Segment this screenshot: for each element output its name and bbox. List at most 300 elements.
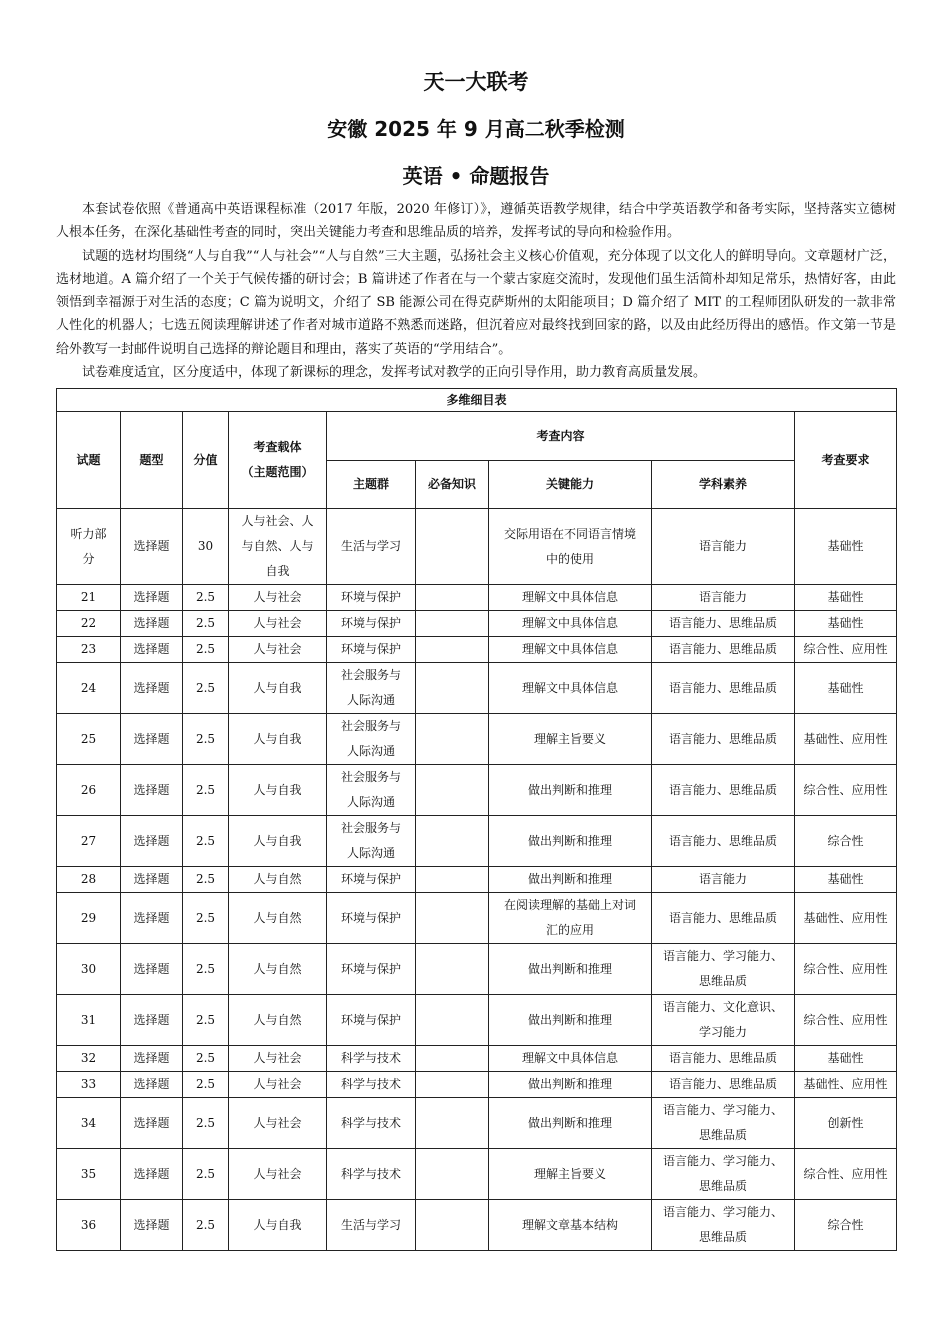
cell-knowledge [416, 816, 489, 867]
cell-line: 分 [82, 551, 95, 566]
cell-ability [489, 1149, 652, 1200]
cell-line: 环境与保护 [340, 642, 401, 657]
cell-line: 做出判断和推理 [527, 1012, 612, 1027]
cell-line: 语言能力、思维品质 [668, 731, 777, 746]
cell-line: 2.5 [195, 1166, 216, 1181]
cell-line: 社会服务与 [340, 821, 401, 836]
cell-line: 人与社会 [253, 1115, 302, 1130]
cell-literacy [652, 663, 795, 714]
cell-line: 语言能力、思维品质 [668, 910, 777, 925]
cell-requirement [795, 867, 897, 893]
table-row [57, 1200, 897, 1251]
cell-line: 选择题 [133, 616, 170, 631]
header-requirement: 考查要求 [795, 412, 897, 509]
cell-line: 科学与技术 [340, 1115, 401, 1130]
cell-type [121, 714, 183, 765]
cell-ability [489, 1046, 652, 1072]
header-score: 分值 [183, 412, 229, 509]
cell-group [327, 585, 416, 611]
cell-knowledge [416, 765, 489, 816]
table-row [57, 611, 897, 637]
cell-score [183, 714, 229, 765]
table-row [57, 585, 897, 611]
cell-literacy [652, 1072, 795, 1098]
cell-line: 人与社会 [253, 1166, 302, 1181]
cell-line: 人与自我 [253, 782, 302, 797]
cell-line: 人际沟通 [346, 846, 395, 861]
cell-type [121, 765, 183, 816]
cell-score [183, 1072, 229, 1098]
cell-line: 语言能力、思维品质 [668, 680, 777, 695]
cell-line: 选择题 [133, 782, 170, 797]
cell-line: 2.5 [195, 1115, 216, 1130]
cell-score: 30 [183, 509, 229, 585]
cell-item [57, 1200, 121, 1251]
cell-line: 基础性、应用性 [803, 910, 888, 925]
cell-line: 环境与保护 [340, 616, 401, 631]
cell-line: 语言能力、文化意识、 [662, 1000, 783, 1015]
cell-line: 人与自我 [253, 833, 302, 848]
cell-group [327, 765, 416, 816]
cell-carrier [229, 637, 327, 663]
cell-line: 人与社会 [253, 616, 302, 631]
header-carrier-label: 考查载体 [253, 440, 302, 455]
cell-line: 在阅读理解的基础上对词 [503, 898, 636, 913]
cell-literacy [652, 867, 795, 893]
cell-score [183, 1149, 229, 1200]
cell-line: 思维品质 [698, 1230, 747, 1245]
cell-line: 23 [80, 642, 97, 657]
cell-line: 22 [80, 616, 97, 631]
cell-item [57, 893, 121, 944]
cell-line: 创新性 [827, 1115, 864, 1130]
cell-line: 选择题 [133, 910, 170, 925]
cell-carrier [229, 893, 327, 944]
cell-item [57, 867, 121, 893]
cell-line: 2.5 [195, 616, 216, 631]
cell-line: 人与自然 [253, 961, 302, 976]
cell-carrier [229, 1046, 327, 1072]
cell-knowledge [416, 893, 489, 944]
cell-line: 语言能力 [698, 590, 747, 605]
cell-line: 28 [80, 872, 97, 887]
cell-type [121, 1072, 183, 1098]
header-carrier-sub: （主题范围） [241, 465, 314, 480]
cell-line: 交际用语在不同语言情境 [503, 526, 636, 541]
cell-group [327, 663, 416, 714]
cell-literacy: 语言能力 [652, 509, 795, 585]
cell-line: 理解文章基本结构 [521, 1217, 618, 1232]
cell-line: 选择题 [133, 590, 170, 605]
cell-literacy [652, 765, 795, 816]
cell-carrier [229, 944, 327, 995]
cell-line: 语言能力、学习能力、 [662, 949, 783, 964]
cell-knowledge [416, 867, 489, 893]
cell-requirement [795, 816, 897, 867]
cell-literacy [652, 1046, 795, 1072]
cell-knowledge [416, 1200, 489, 1251]
cell-knowledge [416, 1072, 489, 1098]
cell-line: 2.5 [195, 590, 216, 605]
cell-requirement [795, 611, 897, 637]
cell-line: 与自然、人与 [241, 539, 314, 554]
cell-line: 做出判断和推理 [527, 833, 612, 848]
cell-item [57, 1072, 121, 1098]
cell-group [327, 893, 416, 944]
cell-line: 24 [80, 680, 97, 695]
header-theme-group: 主题群 [327, 461, 416, 509]
cell-item [57, 714, 121, 765]
cell-knowledge [416, 995, 489, 1046]
cell-line: 基础性 [827, 680, 864, 695]
table-row [57, 995, 897, 1046]
cell-line: 综合性、应用性 [803, 1012, 888, 1027]
cell-line: 2.5 [195, 833, 216, 848]
cell-line: 30 [80, 961, 97, 976]
cell-type [121, 1046, 183, 1072]
cell-score [183, 816, 229, 867]
cell-ability [489, 995, 652, 1046]
cell-line: 综合性 [827, 833, 864, 848]
cell-carrier [229, 1149, 327, 1200]
cell-line: 人际沟通 [346, 795, 395, 810]
cell-line: 环境与保护 [340, 961, 401, 976]
cell-line: 基础性 [827, 616, 864, 631]
cell-requirement [795, 944, 897, 995]
cell-item [57, 995, 121, 1046]
cell-requirement [795, 714, 897, 765]
cell-carrier [229, 995, 327, 1046]
cell-literacy [652, 1149, 795, 1200]
cell-score [183, 663, 229, 714]
cell-score [183, 637, 229, 663]
cell-ability [489, 611, 652, 637]
cell-line: 做出判断和推理 [527, 872, 612, 887]
cell-line: 人与自我 [253, 1217, 302, 1232]
cell-line: 基础性、应用性 [803, 1077, 888, 1092]
cell-group [327, 1046, 416, 1072]
cell-literacy [652, 995, 795, 1046]
cell-item [57, 611, 121, 637]
table-row [57, 1149, 897, 1200]
cell-literacy [652, 816, 795, 867]
cell-ability [489, 1098, 652, 1149]
table-row [57, 816, 897, 867]
cell-group [327, 714, 416, 765]
cell-line: 做出判断和推理 [527, 1115, 612, 1130]
cell-line: 选择题 [133, 1051, 170, 1066]
cell-ability [489, 714, 652, 765]
intro-paragraph-1: 本套试卷依照《普通高中英语课程标准（2017 年版，2020 年修订）》，遵循英语教学规律，结合中学英语教学和备考实际，坚持落实立德树人根本任务，在深化基础性考查的同时，突出关键能力考查和思维品质的培养，发挥考试的导向和检验作用。 [56, 202, 896, 241]
cell-item [57, 1046, 121, 1072]
table-row-listening [57, 509, 897, 585]
cell-line: 人与社会 [253, 590, 302, 605]
cell-item [57, 663, 121, 714]
cell-line: 思维品质 [698, 974, 747, 989]
table-row [57, 867, 897, 893]
cell-score [183, 867, 229, 893]
cell-line: 做出判断和推理 [527, 961, 612, 976]
cell-line: 选择题 [133, 1217, 170, 1232]
cell-literacy [652, 1200, 795, 1251]
table-row [57, 714, 897, 765]
cell-line: 语言能力、思维品质 [668, 642, 777, 657]
cell-score [183, 1200, 229, 1251]
cell-type [121, 816, 183, 867]
cell-score [183, 944, 229, 995]
intro-section [56, 198, 896, 384]
cell-item [57, 1149, 121, 1200]
cell-literacy [652, 893, 795, 944]
cell-line: 32 [80, 1051, 97, 1066]
cell-carrier [229, 1200, 327, 1251]
cell-score [183, 893, 229, 944]
cell-group [327, 1200, 416, 1251]
cell-requirement [795, 663, 897, 714]
cell-line: 汇的应用 [545, 923, 594, 938]
table-row [57, 637, 897, 663]
cell-item [57, 944, 121, 995]
cell-item [57, 637, 121, 663]
cell-type [121, 663, 183, 714]
cell-requirement [795, 893, 897, 944]
cell-literacy [652, 944, 795, 995]
cell-line: 理解文中具体信息 [521, 680, 618, 695]
cell-line: 思维品质 [698, 1128, 747, 1143]
cell-knowledge [416, 611, 489, 637]
cell-line: 基础性 [827, 1051, 864, 1066]
cell-literacy [652, 585, 795, 611]
cell-line: 思维品质 [698, 1179, 747, 1194]
cell-carrier [229, 663, 327, 714]
cell-line: 语言能力、学习能力、 [662, 1205, 783, 1220]
cell-requirement [795, 765, 897, 816]
intro-paragraph-2: 试题的选材均围绕“人与自我”“人与社会”“人与自然”三大主题，弘扬社会主义核心价值观，充分体现了以文化人的鲜明导向。文章题材广泛，选材地道。A 篇介绍了一个关于气候传播的研讨会；B 篇讲述了作者在与一个蒙古家庭交流时，发现他们虽生活简朴却知足常乐，热情好客，由此领悟到幸福源于对生活的态度；C 篇为说明文，介绍了 SB 能源公司在得克萨斯州的太阳能项目；D 篇介绍了 MIT 的工程师团队研发的一款非常人性化的机器人；七选五阅读理解讲述了作者对城市道路不熟悉而迷路，但沉着应对最终找到回家的路，以及由此经历得出的感悟。作文第一节是给外教写一封邮件说明自己选择的辩论题目和理由，落实了英语的“学用结合”。 [56, 248, 896, 357]
cell-line: 环境与保护 [340, 872, 401, 887]
cell-carrier [229, 1072, 327, 1098]
cell-requirement [795, 1149, 897, 1200]
cell-line: 社会服务与 [340, 668, 401, 683]
cell-line: 语言能力、学习能力、 [662, 1103, 783, 1118]
title-line-3: 英语 • 命题报告 [402, 164, 550, 188]
cell-line: 2.5 [195, 872, 216, 887]
cell-line: 语言能力、思维品质 [668, 833, 777, 848]
header-type: 题型 [121, 412, 183, 509]
cell-line: 人与社会 [253, 642, 302, 657]
cell-knowledge [416, 1149, 489, 1200]
cell-line: 人与社会 [253, 1051, 302, 1066]
header-knowledge: 必备知识 [416, 461, 489, 509]
header-ability: 关键能力 [489, 461, 652, 509]
cell-type [121, 995, 183, 1046]
cell-carrier [229, 611, 327, 637]
cell-type: 选择题 [121, 509, 183, 585]
cell-line: 26 [80, 782, 97, 797]
cell-knowledge [416, 509, 489, 585]
cell-line: 31 [80, 1012, 97, 1027]
cell-line: 选择题 [133, 872, 170, 887]
cell-line: 综合性、应用性 [803, 1166, 888, 1181]
cell-line: 环境与保护 [340, 910, 401, 925]
cell-line: 2.5 [195, 642, 216, 657]
cell-ability [489, 765, 652, 816]
cell-line: 中的使用 [545, 551, 594, 566]
cell-score [183, 1046, 229, 1072]
cell-score [183, 1098, 229, 1149]
cell-line: 综合性 [827, 1217, 864, 1232]
cell-line: 环境与保护 [340, 590, 401, 605]
cell-type [121, 637, 183, 663]
cell-carrier [229, 585, 327, 611]
cell-item [57, 1098, 121, 1149]
cell-item [57, 816, 121, 867]
cell-knowledge [416, 663, 489, 714]
cell-score [183, 995, 229, 1046]
table-row [57, 765, 897, 816]
cell-line: 语言能力、学习能力、 [662, 1154, 783, 1169]
intro-paragraph-3: 试卷难度适宜，区分度适中，体现了新课标的理念，发挥考试对教学的正向引导作用，助力教育高质量发展。 [82, 365, 707, 381]
cell-line: 基础性 [827, 590, 864, 605]
header-item: 试题 [57, 412, 121, 509]
cell-group [327, 1072, 416, 1098]
cell-line: 基础性、应用性 [803, 731, 888, 746]
cell-line: 选择题 [133, 1115, 170, 1130]
cell-knowledge [416, 1046, 489, 1072]
cell-line: 理解文中具体信息 [521, 642, 618, 657]
cell-knowledge [416, 1098, 489, 1149]
cell-literacy [652, 637, 795, 663]
cell-line: 2.5 [195, 1012, 216, 1027]
spec-table [56, 388, 897, 1251]
cell-group [327, 611, 416, 637]
cell-line: 听力部 [70, 526, 107, 541]
cell-line: 25 [80, 731, 97, 746]
cell-line: 综合性、应用性 [803, 961, 888, 976]
table-row [57, 663, 897, 714]
table-row [57, 1098, 897, 1149]
cell-line: 理解文中具体信息 [521, 616, 618, 631]
cell-carrier [229, 867, 327, 893]
cell-ability [489, 663, 652, 714]
cell-type [121, 944, 183, 995]
cell-line: 语言能力、思维品质 [668, 782, 777, 797]
cell-type [121, 1149, 183, 1200]
table-body [57, 585, 897, 1251]
cell-line: 29 [80, 910, 97, 925]
cell-line: 33 [80, 1077, 97, 1092]
cell-line: 语言能力 [698, 872, 747, 887]
cell-line: 27 [80, 833, 97, 848]
cell-line: 理解文中具体信息 [521, 1051, 618, 1066]
cell-ability [489, 1072, 652, 1098]
cell-literacy [652, 714, 795, 765]
cell-group [327, 1149, 416, 1200]
cell-requirement [795, 1072, 897, 1098]
cell-line: 人与自然 [253, 1012, 302, 1027]
cell-group: 生活与学习 [327, 509, 416, 585]
cell-carrier [229, 509, 327, 585]
cell-knowledge [416, 585, 489, 611]
cell-line: 理解主旨要义 [533, 1166, 606, 1181]
table-row [57, 1046, 897, 1072]
cell-line: 自我 [265, 564, 290, 579]
cell-group [327, 867, 416, 893]
cell-carrier [229, 1098, 327, 1149]
cell-line: 2.5 [195, 1217, 216, 1232]
cell-line: 人际沟通 [346, 744, 395, 759]
cell-item [57, 585, 121, 611]
cell-ability [489, 585, 652, 611]
cell-line: 科学与技术 [340, 1077, 401, 1092]
cell-line: 科学与技术 [340, 1051, 401, 1066]
cell-line: 学习能力 [698, 1025, 747, 1040]
cell-ability [489, 816, 652, 867]
cell-line: 基础性 [827, 872, 864, 887]
cell-line: 做出判断和推理 [527, 782, 612, 797]
cell-score [183, 611, 229, 637]
cell-item [57, 765, 121, 816]
cell-line: 环境与保护 [340, 1012, 401, 1027]
cell-line: 2.5 [195, 782, 216, 797]
title-line-2: 安徽 2025 年 9 月高二秋季检测 [327, 117, 625, 141]
cell-requirement [795, 1046, 897, 1072]
cell-line: 2.5 [195, 1077, 216, 1092]
cell-score [183, 585, 229, 611]
cell-line: 选择题 [133, 680, 170, 695]
cell-ability [489, 509, 652, 585]
cell-literacy [652, 611, 795, 637]
cell-line: 2.5 [195, 1051, 216, 1066]
cell-line: 人际沟通 [346, 693, 395, 708]
cell-group [327, 1098, 416, 1149]
cell-line: 理解主旨要义 [533, 731, 606, 746]
cell-line: 选择题 [133, 1012, 170, 1027]
cell-type [121, 585, 183, 611]
cell-line: 人与自我 [253, 731, 302, 746]
cell-line: 综合性、应用性 [803, 642, 888, 657]
cell-line: 综合性、应用性 [803, 782, 888, 797]
cell-line: 选择题 [133, 1166, 170, 1181]
cell-ability [489, 893, 652, 944]
cell-score [183, 765, 229, 816]
cell-line: 人与自然 [253, 910, 302, 925]
cell-type [121, 1098, 183, 1149]
cell-requirement: 基础性 [795, 509, 897, 585]
cell-line: 生活与学习 [340, 1217, 401, 1232]
table-row [57, 1072, 897, 1098]
cell-line: 选择题 [133, 731, 170, 746]
cell-requirement [795, 1098, 897, 1149]
cell-group [327, 637, 416, 663]
cell-type [121, 1200, 183, 1251]
cell-line: 语言能力、思维品质 [668, 1051, 777, 1066]
cell-line: 人与社会、人 [241, 514, 314, 529]
cell-knowledge [416, 637, 489, 663]
cell-line: 36 [80, 1217, 97, 1232]
cell-literacy [652, 1098, 795, 1149]
cell-type [121, 611, 183, 637]
cell-group [327, 995, 416, 1046]
cell-line: 35 [80, 1166, 97, 1181]
cell-ability [489, 637, 652, 663]
cell-line: 21 [80, 590, 97, 605]
cell-line: 选择题 [133, 961, 170, 976]
cell-line: 科学与技术 [340, 1166, 401, 1181]
table-caption: 多维细目表 [57, 389, 897, 412]
cell-ability [489, 867, 652, 893]
header-literacy: 学科素养 [652, 461, 795, 509]
cell-line: 社会服务与 [340, 770, 401, 785]
